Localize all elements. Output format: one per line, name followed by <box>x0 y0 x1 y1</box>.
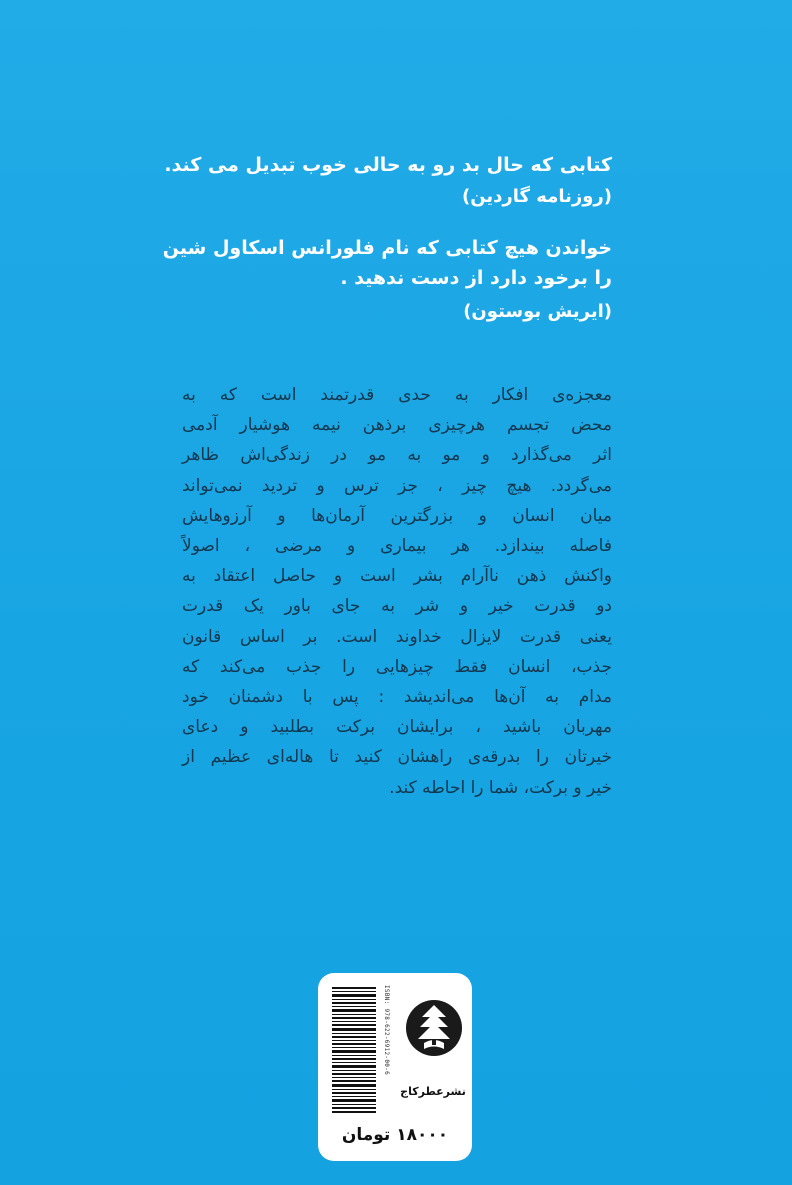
blurb-line: واکنش ذهن ناآرام بشر است و حاصل اعتقاد به <box>182 566 612 587</box>
blurb-line: فاصله بیندازد. هر بیماری و مرضی ، اصولاً <box>182 536 612 557</box>
price-barcode-label <box>318 973 472 1161</box>
blurb-line: میان انسان و بزرگترین آرمان‌ها و آرزوهایش <box>182 505 612 526</box>
blurb-line: مهربان باشید ، برایشان برکت بطلبید و دعای <box>182 717 612 738</box>
blurb-line: اثر می‌گذارد و مو به مو در زندگی‌اش ظاهر <box>182 445 612 466</box>
quote-source: (روزنامه گاردین) <box>462 186 612 207</box>
blurb-line: محض تجسم هرچیزی برذهن نیمه هوشیار آدمی <box>182 415 612 436</box>
quote-text: خواندن هیچ کتابی که نام فلورانس اسکاول شین <box>162 237 612 259</box>
quote-text: کتابی که حال بد رو به حالی خوب تبدیل می کند. <box>164 154 612 176</box>
publisher-name: نشرعطرکاج <box>400 1085 466 1098</box>
blurb-line: معجزه‌ی افکار به حدی قدرتمند است که به <box>182 385 612 405</box>
isbn-number: ISBN: 978-622-6912-00-6 <box>383 985 390 1075</box>
price-tag: ۱۸۰۰۰ تومان <box>341 1125 449 1145</box>
blurb-line: می‌گردد. هیچ چیز ، جز ترس و تردید نمی‌تواند <box>182 475 612 496</box>
blurb-line: خیر و برکت، شما را احاطه کند. <box>389 777 612 798</box>
blurb-line: جذب، انسان فقط چیزهایی را جذب می‌کند که <box>182 656 612 677</box>
blurb-paragraph <box>182 380 612 803</box>
blurb-line: مدام به آن‌ها می‌اندیشد : پس با دشمنان خود <box>182 687 612 708</box>
quote-source: (ایریش بوستون) <box>463 301 612 322</box>
blurb-line: یعنی قدرت لایزال خداوند است. بر اساس قانون <box>182 626 612 647</box>
quote-text: را برخود دارد از دست ندهید . <box>340 267 612 289</box>
blurb-line: خیرتان را بدرقه‌ی راهشان کنید تا هاله‌ای عظیم از <box>182 747 612 768</box>
quote-guardian <box>164 150 612 212</box>
publisher-logo-icon <box>404 993 464 1063</box>
blurb-line: دو قدرت خیر و شر به جای باور یک قدرت <box>182 596 612 617</box>
barcode <box>332 985 376 1115</box>
quote-irish-boston <box>162 233 612 327</box>
